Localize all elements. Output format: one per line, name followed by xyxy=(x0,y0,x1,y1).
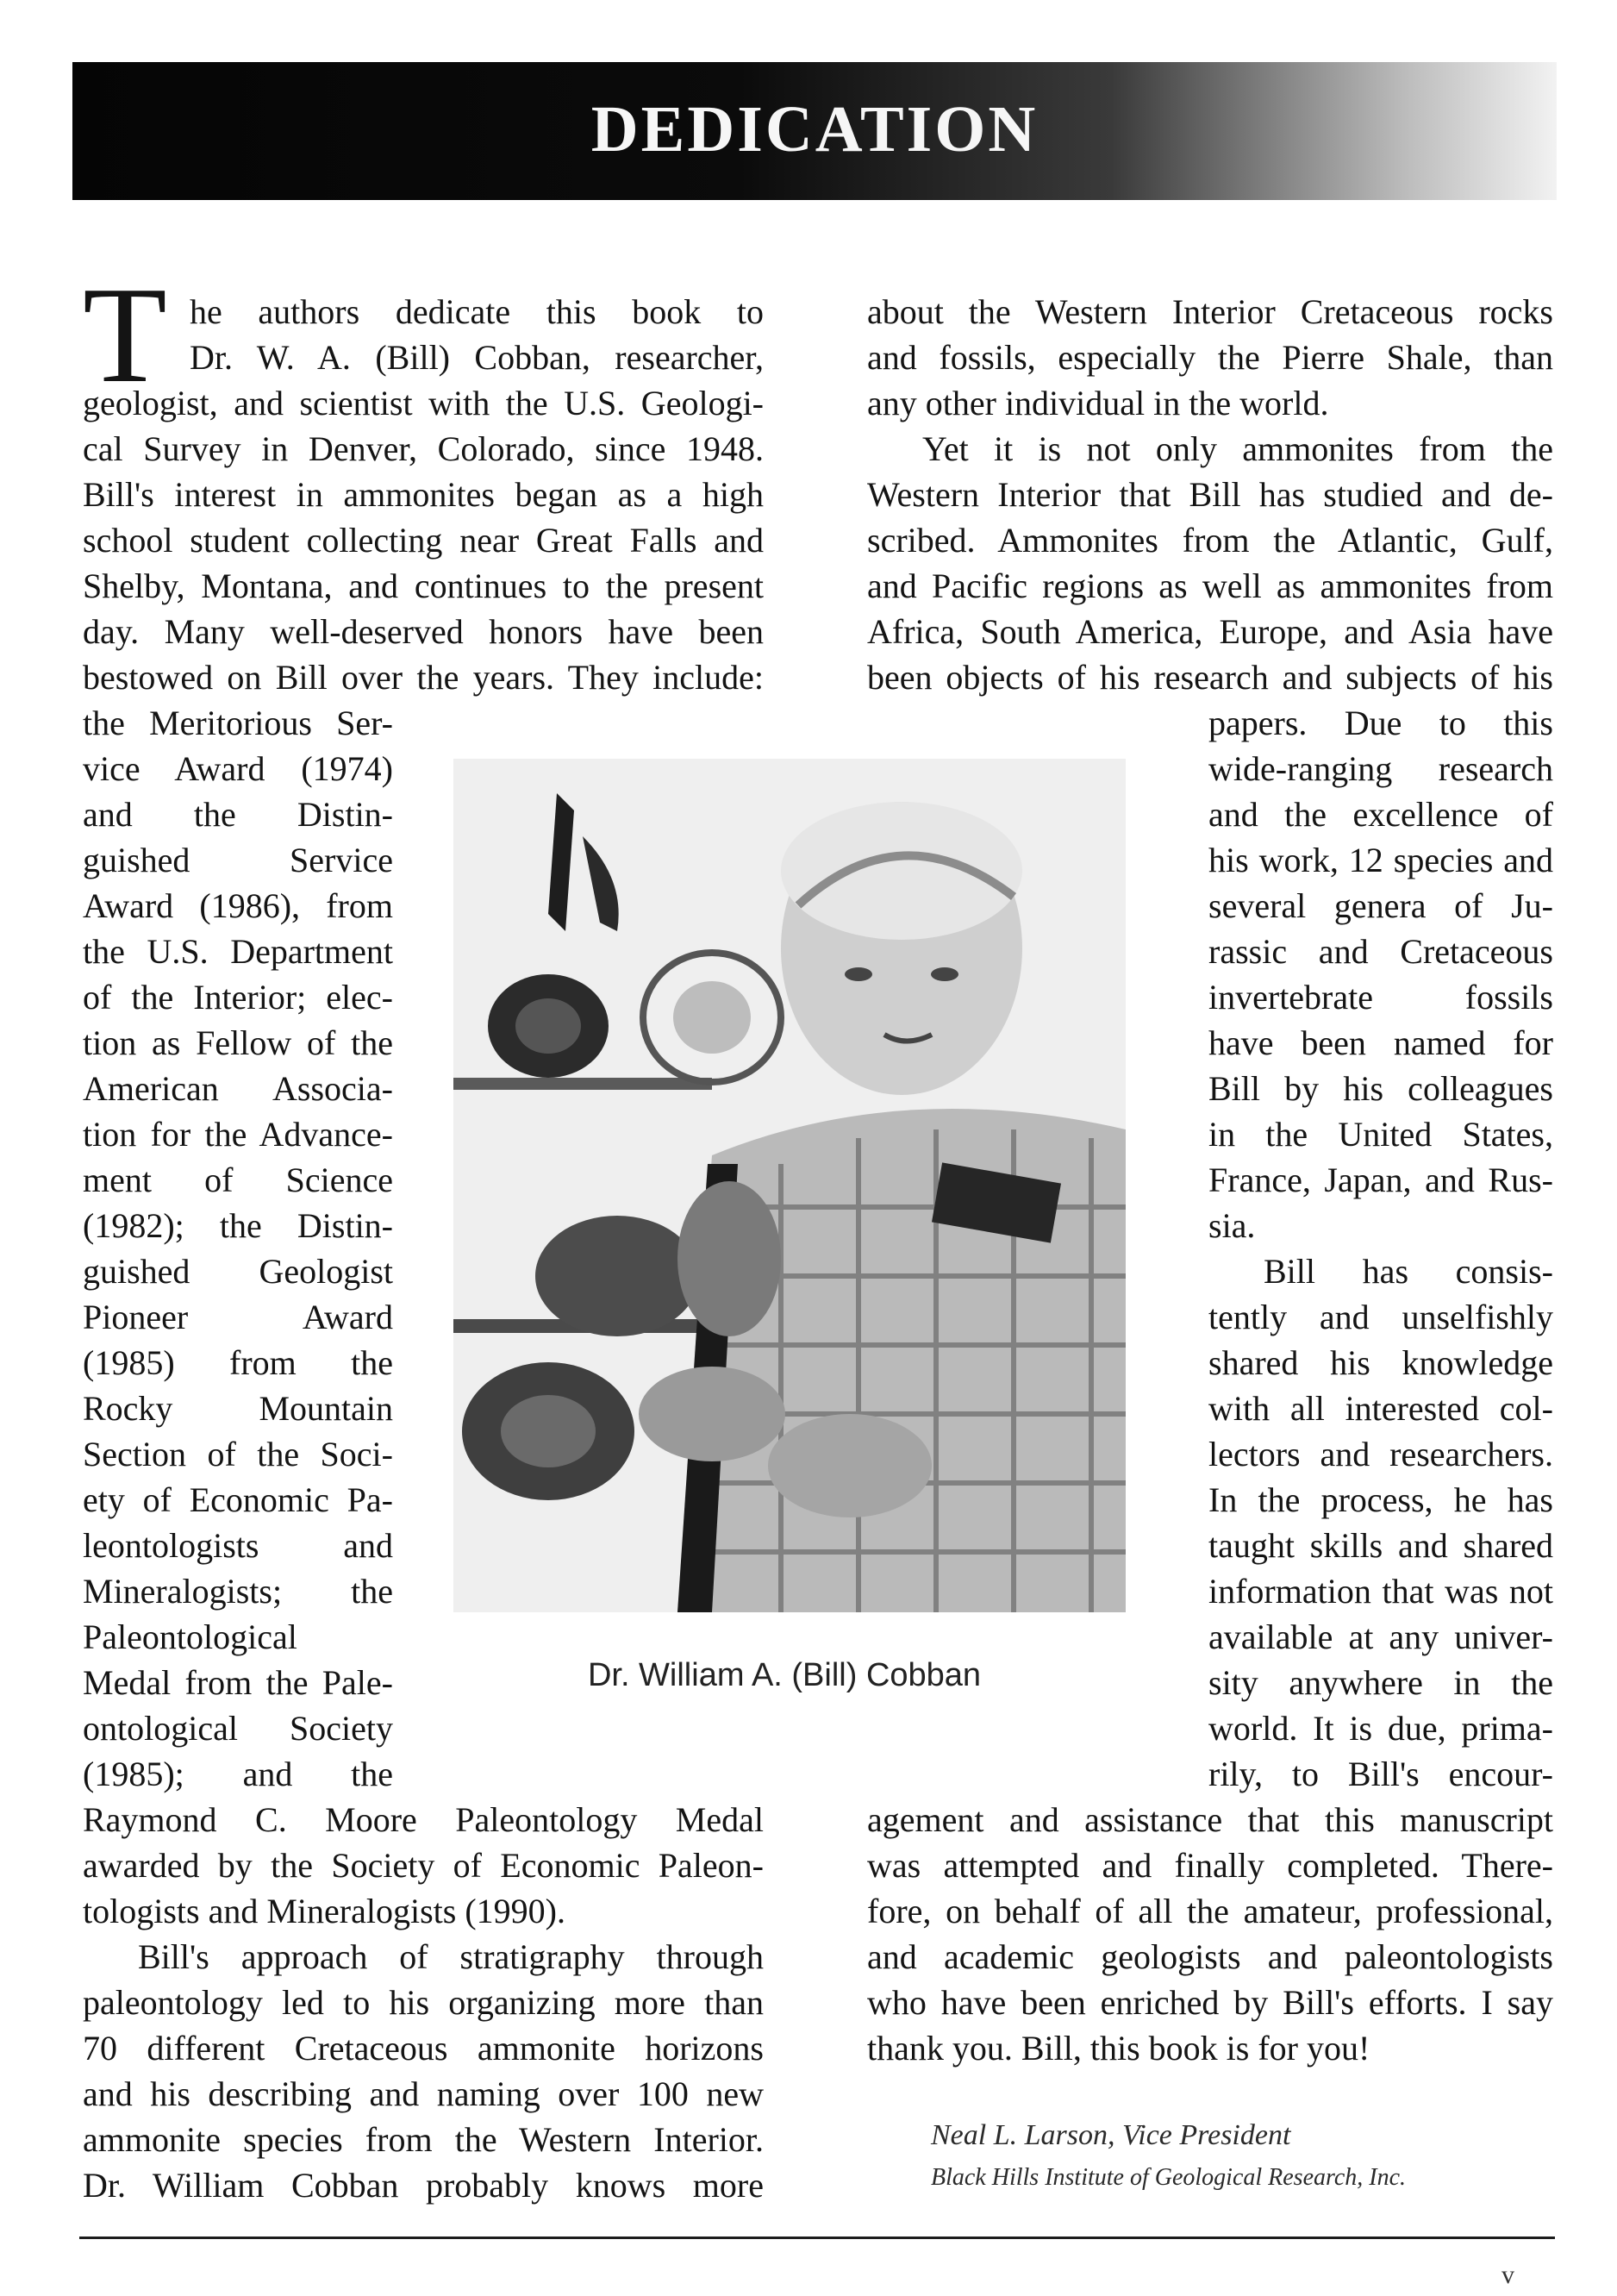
text-line: tently and unselfishly xyxy=(1208,1298,1553,1336)
text-line: ammonite species from the Western Interior. xyxy=(83,2120,764,2159)
text-line: taught skills and shared xyxy=(1208,1526,1553,1565)
text-line: the U.S. Department xyxy=(83,932,393,971)
right-top-text xyxy=(867,289,1553,700)
text-line: Africa, South America, Europe, and Asia have xyxy=(867,612,1553,651)
text-line: guished Service xyxy=(83,841,393,879)
text-line: Bill's interest in ammonites began as a high xyxy=(83,475,764,514)
text-line: about the Western Interior Cretaceous rocks xyxy=(867,292,1553,331)
text-line: (1982); the Distin- xyxy=(83,1206,393,1245)
text-line: rassic and Cretaceous xyxy=(1208,932,1553,971)
signature-name: Neal L. Larson, Vice President xyxy=(931,2119,1291,2151)
text-line: and fossils, especially the Pierre Shale, than xyxy=(867,338,1553,377)
text-line: Raymond C. Moore Paleontology Medal xyxy=(83,1800,764,1839)
signature-organization: Black Hills Institute of Geological Research, Inc. xyxy=(931,2164,1407,2191)
text-line: invertebrate fossils xyxy=(1208,978,1553,1017)
text-line: lectors and researchers. xyxy=(1208,1435,1553,1473)
text-line: bestowed on Bill over the years. They include: xyxy=(83,658,764,697)
text-line: been objects of his research and subjects of his xyxy=(867,658,1553,697)
text-line: the Meritorious Ser- xyxy=(83,704,393,742)
text-line: Dr. W. A. (Bill) Cobban, researcher, xyxy=(190,338,764,377)
text-line: wide-ranging research xyxy=(1208,749,1553,788)
text-line: rily, to Bill's encour- xyxy=(1208,1755,1553,1793)
left-narrow-text xyxy=(83,700,393,1797)
drop-cap: T xyxy=(83,258,167,411)
text-line: Medal from the Pale- xyxy=(83,1663,393,1702)
text-line: Bill's approach of stratigraphy through xyxy=(138,1937,764,1976)
text-line: in the United States, xyxy=(1208,1115,1553,1154)
text-line: and the Distin- xyxy=(83,795,393,834)
portrait-photo xyxy=(453,759,1126,1612)
text-line: several genera of Ju- xyxy=(1208,886,1553,925)
text-line: his work, 12 species and xyxy=(1208,841,1553,879)
left-bottom-text xyxy=(83,1797,764,2208)
text-line: Award (1986), from xyxy=(83,886,393,925)
text-line: ment of Science xyxy=(83,1161,393,1199)
text-line: thank you. Bill, this book is for you! xyxy=(867,2029,1370,2068)
text-line: Yet it is not only ammonites from the xyxy=(922,429,1553,468)
text-line: tion for the Advance- xyxy=(83,1115,393,1154)
text-line: 70 different Cretaceous ammonite horizons xyxy=(83,2029,764,2068)
text-line: Bill has consis- xyxy=(1264,1252,1553,1291)
right-narrow-text xyxy=(1208,700,1553,1797)
page-number: v xyxy=(1502,2261,1514,2289)
photo-caption: Dr. William A. (Bill) Cobban xyxy=(587,1657,982,1693)
text-line: guished Geologist xyxy=(83,1252,393,1291)
text-line: information that was not xyxy=(1208,1572,1553,1611)
text-line: (1985); and the xyxy=(83,1755,393,1793)
text-line: tion as Fellow of the xyxy=(83,1023,393,1062)
text-line: Western Interior that Bill has studied and de- xyxy=(867,475,1553,514)
footer-rule xyxy=(79,2237,1555,2239)
page-title: DEDICATION xyxy=(590,93,1039,166)
text-line: was attempted and finally completed. There- xyxy=(867,1846,1553,1885)
text-line: Mineralogists; the xyxy=(83,1572,393,1611)
text-line: sia. xyxy=(1208,1206,1256,1245)
text-line: with all interested col- xyxy=(1208,1389,1553,1428)
text-line: In the process, he has xyxy=(1208,1480,1553,1519)
text-line: awarded by the Society of Economic Paleon- xyxy=(83,1846,764,1885)
text-line: agement and assistance that this manuscript xyxy=(867,1800,1553,1839)
text-line: any other individual in the world. xyxy=(867,384,1329,422)
text-line: fore, on behalf of all the amateur, professional, xyxy=(867,1892,1553,1930)
text-line: Section of the Soci- xyxy=(83,1435,393,1473)
text-line: geologist, and scientist with the U.S. Geologi- xyxy=(83,384,764,422)
portrait-illustration xyxy=(453,759,1126,1612)
text-line: papers. Due to this xyxy=(1208,704,1553,742)
right-bottom-text xyxy=(867,1797,1553,2071)
text-line: Bill by his colleagues xyxy=(1208,1069,1553,1108)
text-line: and his describing and naming over 100 new xyxy=(83,2074,764,2113)
text-line: available at any univer- xyxy=(1208,1617,1553,1656)
text-line: scribed. Ammonites from the Atlantic, Gulf, xyxy=(867,521,1553,560)
left-top-text xyxy=(83,289,764,700)
text-line: shared his knowledge xyxy=(1208,1343,1553,1382)
text-line: ontological Society xyxy=(83,1709,393,1748)
text-line: paleontology led to his organizing more than xyxy=(83,1983,764,2022)
text-line: ety of Economic Pa- xyxy=(83,1480,393,1519)
text-line: of the Interior; elec- xyxy=(83,978,393,1017)
text-line: and academic geologists and paleontologists xyxy=(867,1937,1553,1976)
text-line: who have been enriched by Bill's efforts. I say xyxy=(867,1983,1553,2022)
text-line: sity anywhere in the xyxy=(1208,1663,1553,1702)
text-line: American Associa- xyxy=(83,1069,393,1108)
text-line: France, Japan, and Rus- xyxy=(1208,1161,1553,1199)
text-line: tologists and Mineralogists (1990). xyxy=(83,1892,565,1930)
text-line: school student collecting near Great Falls and xyxy=(83,521,764,560)
text-line: vice Award (1974) xyxy=(83,749,393,788)
text-line: Pioneer Award xyxy=(83,1298,393,1336)
text-line: he authors dedicate this book to xyxy=(190,292,764,331)
text-line: day. Many well-deserved honors have been xyxy=(83,612,764,651)
text-line: Paleontological xyxy=(83,1617,297,1656)
text-line: and the excellence of xyxy=(1208,795,1553,834)
text-line: leontologists and xyxy=(83,1526,393,1565)
text-line: (1985) from the xyxy=(83,1343,393,1382)
text-line: Shelby, Montana, and continues to the present xyxy=(83,566,764,605)
text-line: and Pacific regions as well as ammonites from xyxy=(867,566,1553,605)
text-line: Dr. William Cobban probably knows more xyxy=(83,2166,764,2205)
header-banner xyxy=(72,62,1557,200)
text-line: cal Survey in Denver, Colorado, since 1948. xyxy=(83,429,764,468)
text-line: have been named for xyxy=(1208,1023,1553,1062)
text-line: Rocky Mountain xyxy=(83,1389,393,1428)
text-line: world. It is due, prima- xyxy=(1208,1709,1553,1748)
